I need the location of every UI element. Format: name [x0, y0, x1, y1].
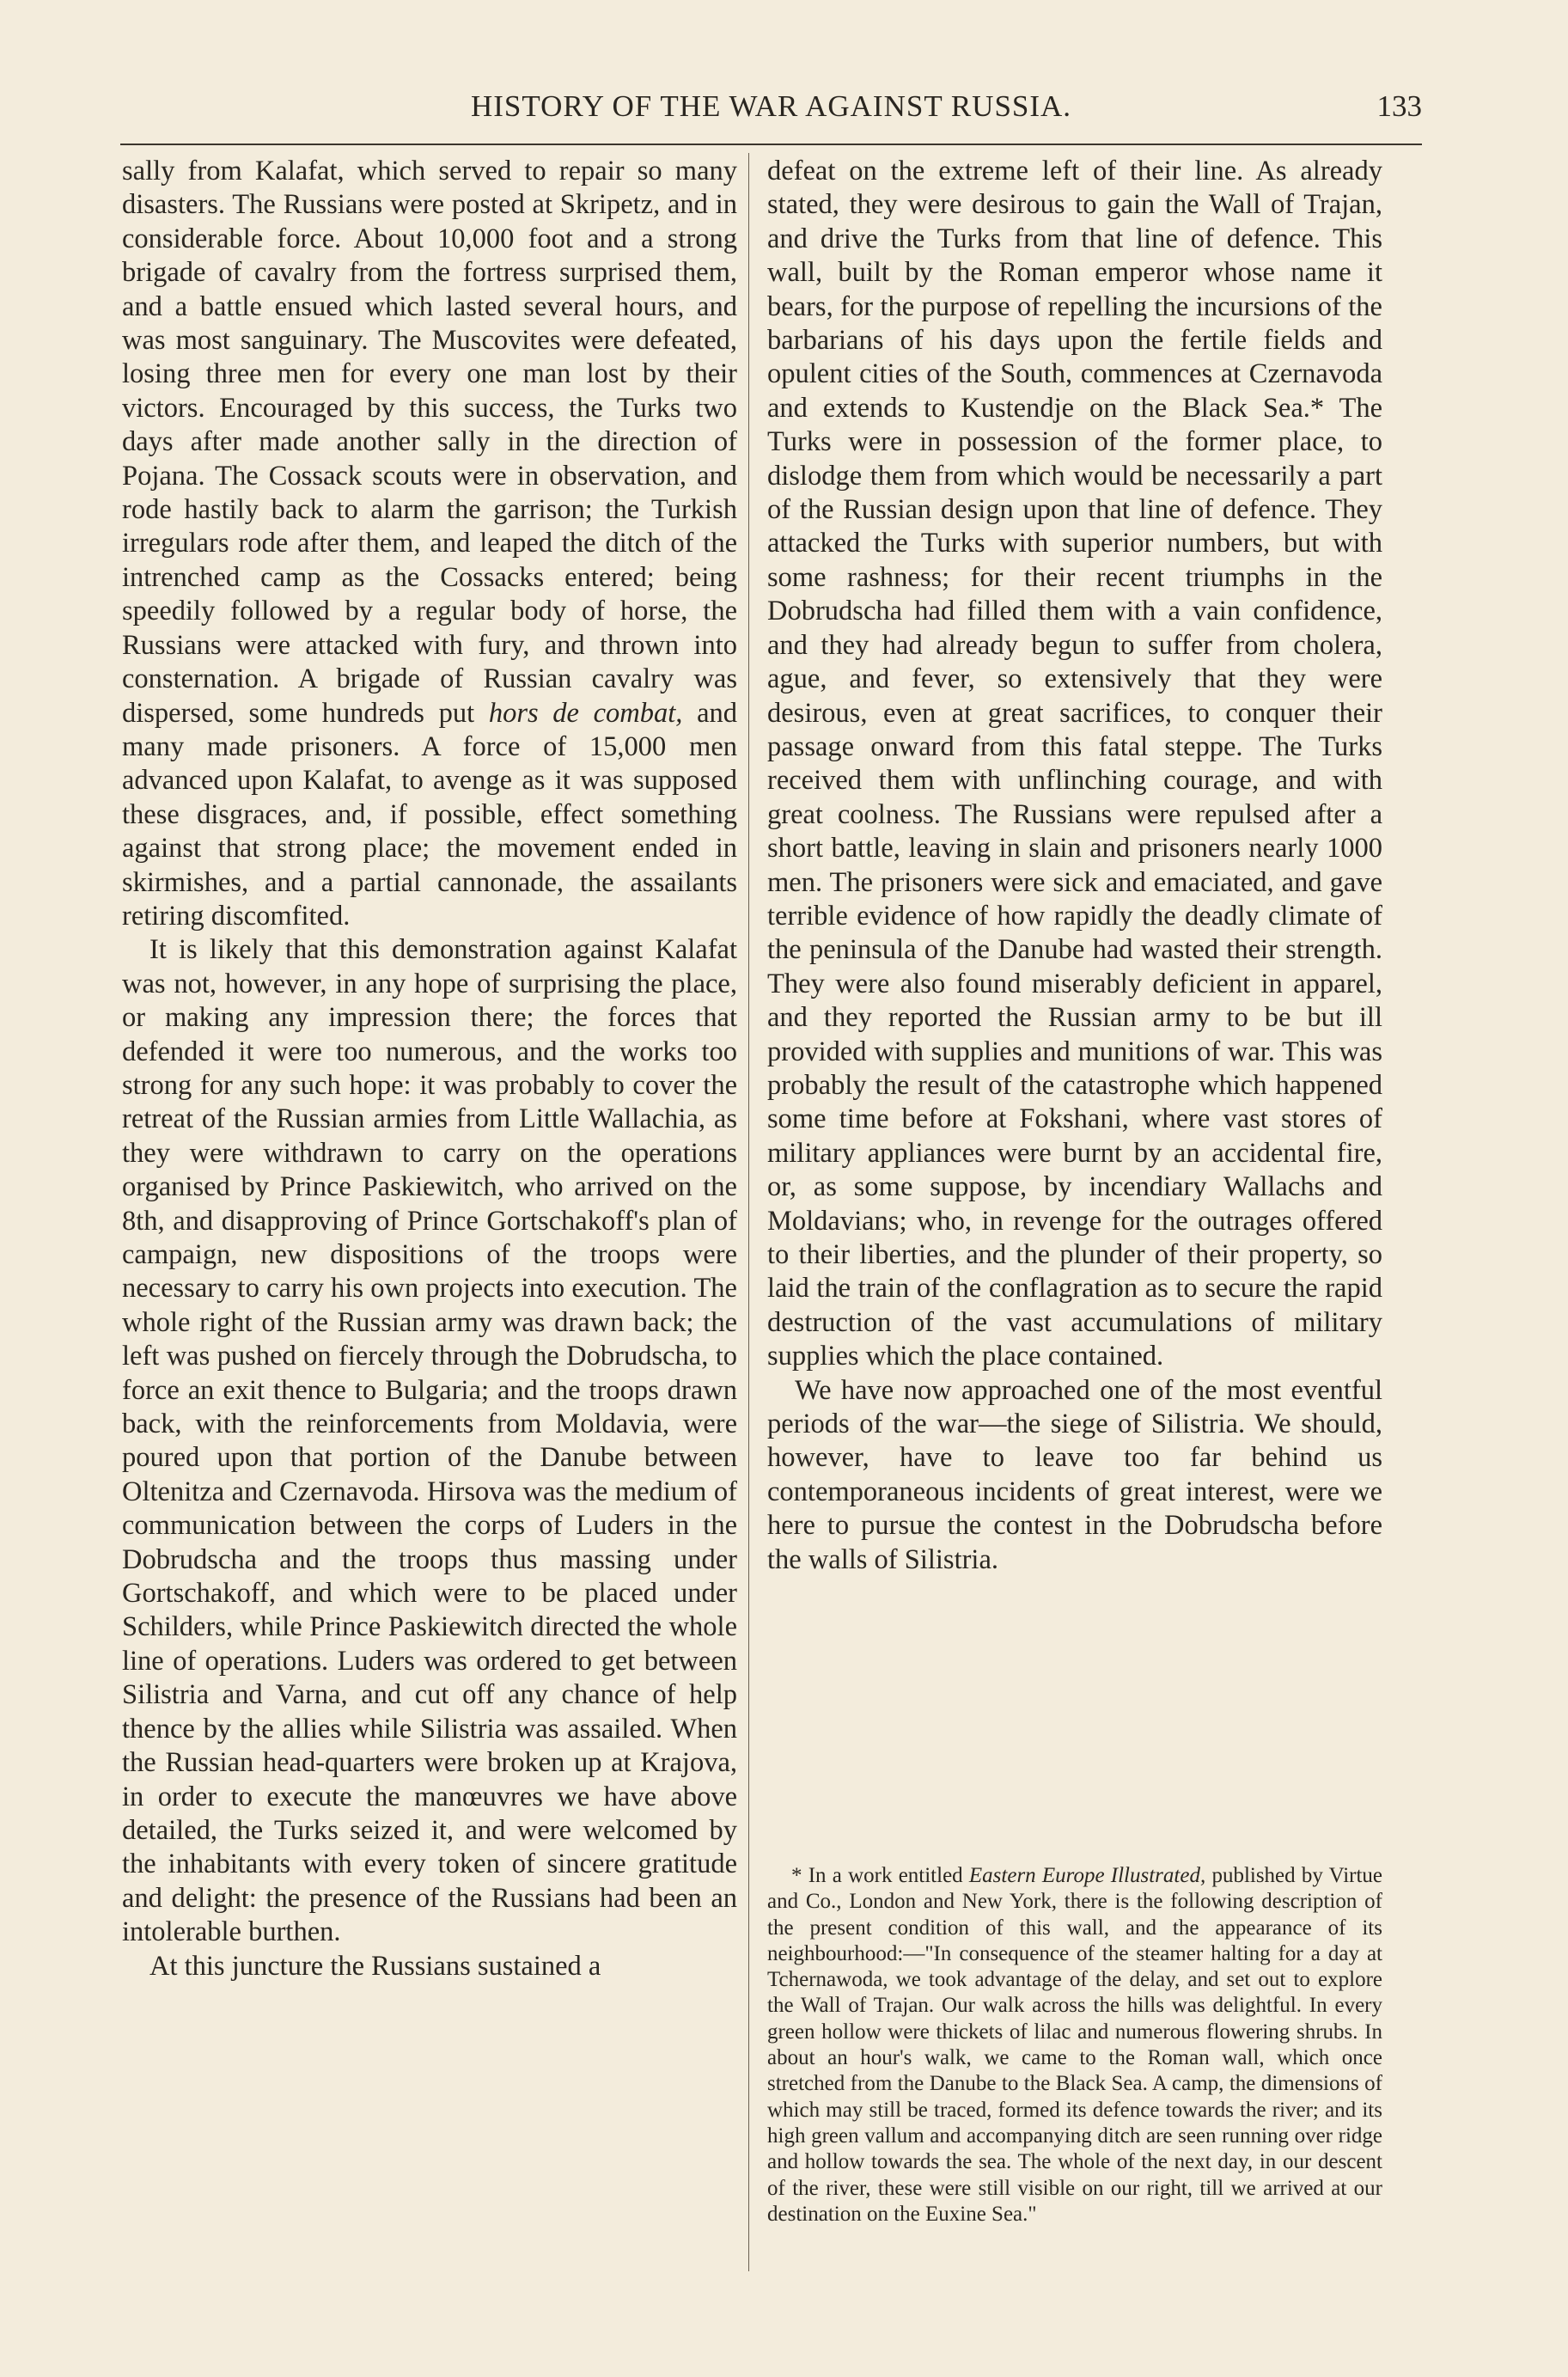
left-p1-end: and many made prisoners. A force of 15,000 men advanced upon Kalafat, to avenge as it was supposed these disgraces, and, if possible, effect something against that strong place; the movement ended in skirmishes, and a partial cannonade, the assailants retiring discomfited.	[122, 697, 738, 932]
right-paragraph-1: defeat on the extreme left of their line. As already stated, they were desirous to gain the Wall of Trajan, and drive the Turks from that line of defence. This wall, built by the Roman emperor whose name it bears, for the purpose of repelling the incursions of the barbarians of his days upon the fertile fields and opulent cities of the South, commences at Czernavoda and extends to Kustendje on the Black Sea.* The Turks were in possession of the former place, to dislodge them from which would be necessarily a part of the Russian design upon that line of defence. They attacked the Turks with superior numbers, but with some rashness; for their recent triumphs in the Dobrudscha had filled them with a vain confidence, and they had already begun to suffer from cholera, ague, and fever, so extensively that they were desirous, even at great sacrifices, to conquer their passage onward from this fatal steppe. The Turks received them with unflinching courage, and with great coolness. The Russians were repulsed after a short battle, leaving in slain and prisoners nearly 1000 men. The prisoners were sick and emaciated, and gave terrible evidence of how rapidly the deadly climate of the peninsula of the Danube had wasted their strength. They were also found miserably deficient in apparel, and they reported the Russian army to be but ill provided with supplies and munitions of war. This was probably the result of the catastrophe which happened some time before at Fokshani, where vast stores of military appliances were burnt by an accidental fire, or, as some suppose, by incendiary Wallachs and Moldavians; who, in revenge for the outrages offered to their liberties, and the plunder of their property, so laid the train of the conflagration as to secure the rapid destruction of the vast accumulations of military supplies which the place contained.	[767, 156, 1382, 1372]
footnote	[767, 1863, 1382, 2227]
left-paragraph-3: At this juncture the Russians sustained a	[149, 1950, 601, 1982]
right-column	[767, 155, 1382, 1577]
footnote-rest: published by Virtue and Co., London and New York, there is the following description of the present condition of this wall, and the appearance of its neighbourhood:—"In consequence of the steamer halting for a day at Tchernawoda, we took advantage of the delay, and set out to explore the Wall of Trajan. Our walk across the hills was delightful. In every green hollow were thickets of lilac and numerous flowering shrubs. In about an hour's walk, we came to the Roman wall, which once stretched from the Danube to the Black Sea. A camp, the dimensions of which may still be traced, formed its defence towards the river; and its high green vallum and accompanying ditch are seen running over ridge and hollow towards the sea. The whole of the next day, in our descent of the river, these were still visible on our right, till we arrived at our destination on the Euxine Sea."	[767, 1864, 1383, 2226]
left-p1-italic: hors de combat,	[488, 697, 683, 729]
left-paragraph-1	[122, 155, 737, 933]
left-paragraph-2: It is likely that this demonstration against Kalafat was not, however, in any hope of surprising the place, or making any impression there; the forces that defended it were too numerous, and the works too strong for any such hope: it was probably to cover the retreat of the Russian armies from Little Wallachia, as they were withdrawn to carry on the operations organised by Prince Paskiewitch, who arrived on the 8th, and disapproving of Prince Gortschakoff's plan of campaign, new dispositions of the troops were necessary to carry his own projects into execution. The whole right of the Russian army was drawn back; the left was pushed on fiercely through the Dobrudscha, to force an exit thence to Bulgaria; and the troops drawn back, with the reinforcements from Moldavia, were poured upon that portion of the Danube between Oltenitza and Czernavoda. Hirsova was the medium of communication between the corps of Luders in the Dobrudscha and the troops thus massing under Gortschakoff, and which were to be placed under Schilders, while Prince Paskiewitch directed the whole line of operations. Luders was ordered to get between Silistria and Varna, and cut off any chance of help thence by the allies while Silistria was assailed. When the Russian head-quarters were broken up at Krajova, in order to execute the manœuvres we have above detailed, the Turks seized it, and were welcomed by the inhabitants with every token of sincere gratitude and delight: the presence of the Russians had been an intolerable burthen.	[122, 934, 737, 1948]
left-column	[122, 155, 737, 1983]
left-p1-text: sally from Kalafat, which served to repair so many disasters. The Russians were posted at Skripetz, and in considerable force. About 10,000 foot and a strong brigade of cavalry from the fortress surprised them, and a battle ensued which lasted several hours, and was most sanguinary. The Muscovites were defeated, losing three men for every one man lost by their victors. Encouraged by this success, the Turks two days after made another sally in the direction of Pojana. The Cossack scouts were in observation, and rode hastily back to alarm the garrison; the Turkish irregulars rode after them, and leaped the ditch of the intrenched camp as the Cossacks entered; being speedily followed by a regular body of horse, the Russians were attacked with fury, and thrown into consternation. A brigade of Russian cavalry was dispersed, some hundreds put	[122, 156, 737, 729]
footnote-start: * In a work entitled	[791, 1864, 963, 1887]
footnote-text	[767, 1863, 1382, 2227]
running-head	[120, 89, 1422, 131]
column-divider	[748, 153, 749, 2271]
header-rule	[120, 144, 1422, 145]
right-paragraph-2: We have now approached one of the most eventful periods of the war—the siege of Silistria. We should, however, have to leave too far behind us contemporaneous incidents of great interest, were we here to pursue the contest in the Dobrudscha before the walls of Silistria.	[767, 1374, 1382, 1575]
footnote-italic-title: Eastern Europe Illustrated,	[968, 1864, 1206, 1887]
running-title: HISTORY OF THE WAR AGAINST RUSSIA.	[470, 89, 1072, 123]
page-number: 133	[1376, 89, 1422, 123]
